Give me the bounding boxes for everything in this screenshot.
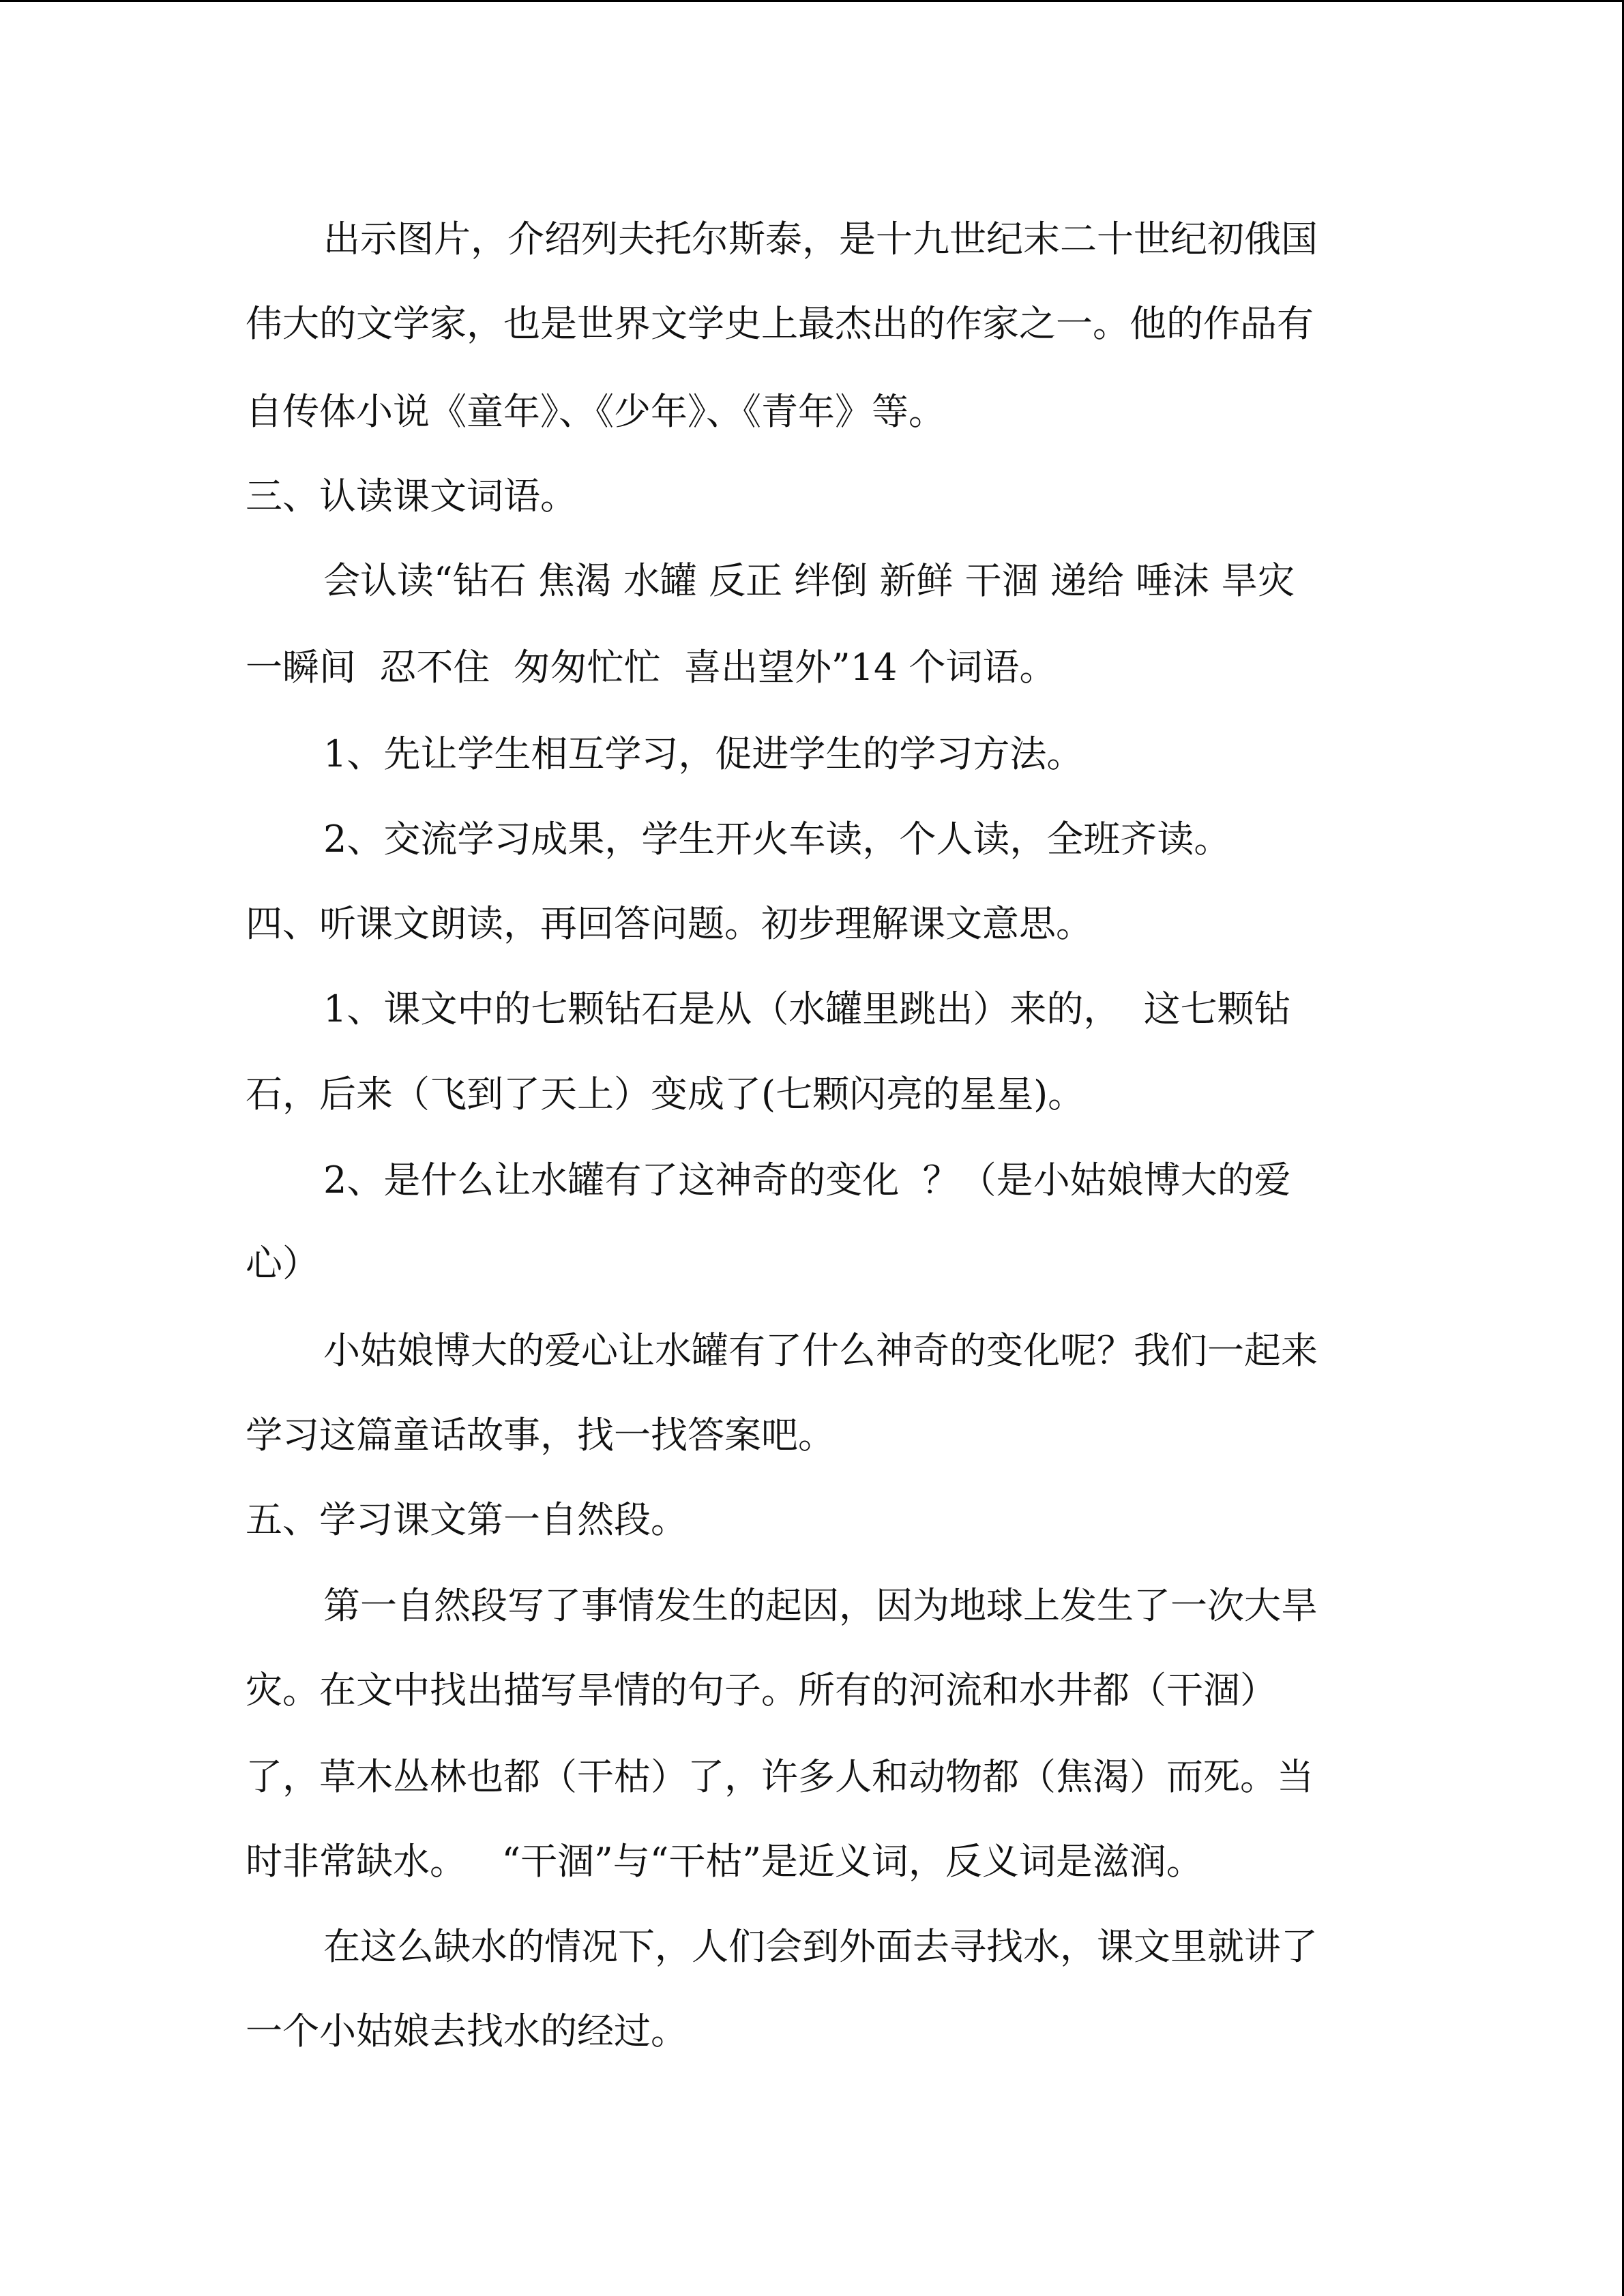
- text-line: 灾。在文中找出描写旱情的句子。所有的河流和水井都（干涸）: [246, 1669, 1277, 1712]
- text-line: 心）: [246, 1242, 319, 1285]
- section-heading: 四、听课文朗读，再回答问题。初步理解课文意思。: [246, 902, 1093, 945]
- list-item: 2、交流学习成果，学生开火车读，个人读，全班齐读。: [323, 818, 1231, 861]
- text-line: 学习这篇童话故事，找一找答案吧。: [246, 1414, 835, 1457]
- text-line: 小姑娘博大的爱心让水罐有了什么神奇的变化呢？我们一起来: [323, 1329, 1318, 1372]
- list-item: 1、先让学生相互学习，促进学生的学习方法。: [323, 732, 1084, 775]
- list-item: 1、课文中的七颗钻石是从（水罐里跳出）来的， 这七颗钻: [323, 987, 1291, 1030]
- text-line: 了，草木丛林也都（干枯）了，许多人和动物都（焦渴）而死。当: [246, 1755, 1314, 1798]
- list-item: 2、是什么让水罐有了这神奇的变化 ？（是小姑娘博大的爱: [323, 1159, 1291, 1202]
- text-line: 会认读“钻石 焦渴 水罐 反正 绊倒 新鲜 干涸 递给 唾沫 旱灾: [323, 559, 1295, 602]
- text-line: 在这么缺水的情况下，人们会到外面去寻找水，课文里就讲了: [323, 1925, 1318, 1968]
- text-line: 第一自然段写了事情发生的起因，因为地球上发生了一次大旱: [323, 1584, 1318, 1627]
- text-line: 伟大的文学家，也是世界文学史上最杰出的作家之一。他的作品有: [246, 302, 1314, 345]
- text-line: 时非常缺水。 “干涸”与“干枯”是近义词，反义词是滋润。: [246, 1840, 1203, 1883]
- text-line: 出示图片，介绍列夫托尔斯泰，是十九世纪末二十世纪初俄国: [323, 218, 1318, 260]
- text-line: 石，后来（飞到了天上）变成了(七颗闪亮的星星)。: [246, 1073, 1085, 1116]
- section-heading: 三、认读课文词语。: [246, 475, 577, 518]
- text-line: 一瞬间 忍不住 匆匆忙忙 喜出望外”14 个词语。: [246, 646, 1057, 689]
- section-heading: 五、学习课文第一自然段。: [246, 1498, 688, 1541]
- text-line: 一个小姑娘去找水的经过。: [246, 2010, 688, 2053]
- text-line: 自传体小说《童年》、《少年》、《青年》等。: [246, 390, 945, 433]
